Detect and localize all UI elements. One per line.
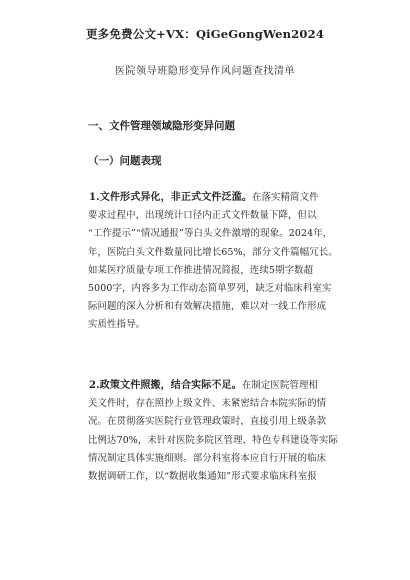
paragraph-line: 实质性指导。 <box>88 319 146 331</box>
section-heading: 一、文件管理领域隐形变异问题 <box>88 120 235 132</box>
paragraph-line: 比例达70%，未针对医院多院区管理、特色专科建设等实际 <box>88 434 338 446</box>
paragraph-line: 数据调研工作，以“数据收集通知”形式要求临床科室报 <box>88 471 317 483</box>
paragraph-text: 在落实精简文件 <box>252 192 319 203</box>
paragraph-line: 5000字，内容多为工作动态简单罗列，缺乏对临床科室实 <box>88 283 332 295</box>
document-title: 医院领导班隐形变异作风问题查找清单 <box>114 66 296 77</box>
header-watermark-line: 更多免费公文+VX：QiGeGongWen2024 <box>85 27 325 41</box>
paragraph-text: 在制定医院管理相 <box>241 380 319 391</box>
paragraph-line: 际问题的深入分析和有效解决措施，难以对一线工作形成 <box>88 301 327 313</box>
paragraph-line: 情况制定具体实施细则。部分科室将本应自行开展的临床 <box>88 452 327 464</box>
subsection-heading: （一）问题表现 <box>88 155 162 167</box>
paragraph-1 <box>88 189 368 335</box>
paragraph-line <box>88 189 368 207</box>
paragraph-line: “工作提示”“情况通报”等白头文件激增的现象。2024年， <box>88 228 333 240</box>
paragraph-lead: 2.政策文件照搬，结合实际不足。 <box>89 380 242 391</box>
paragraph-line: 如某医疗质量专项工作推进情况简报，连续5期字数超 <box>88 264 314 276</box>
paragraph-line: 年，医院白头文件数量同比增长65%，部分文件篇幅冗长。 <box>88 246 338 258</box>
paragraph-2 <box>88 377 368 486</box>
paragraph-lead: 1.文件形式异化，非正式文件泛滥。 <box>89 192 252 203</box>
paragraph-line: 况。在贯彻落实医院行业管理政策时，直接引用上级条款 <box>88 416 327 428</box>
paragraph-line <box>88 377 368 395</box>
paragraph-line: 关文件时，存在照抄上级文件、未紧密结合本院实际的情 <box>88 398 327 410</box>
paragraph-line: 要求过程中，出现统计口径内正式文件数量下降，但以 <box>88 210 317 222</box>
